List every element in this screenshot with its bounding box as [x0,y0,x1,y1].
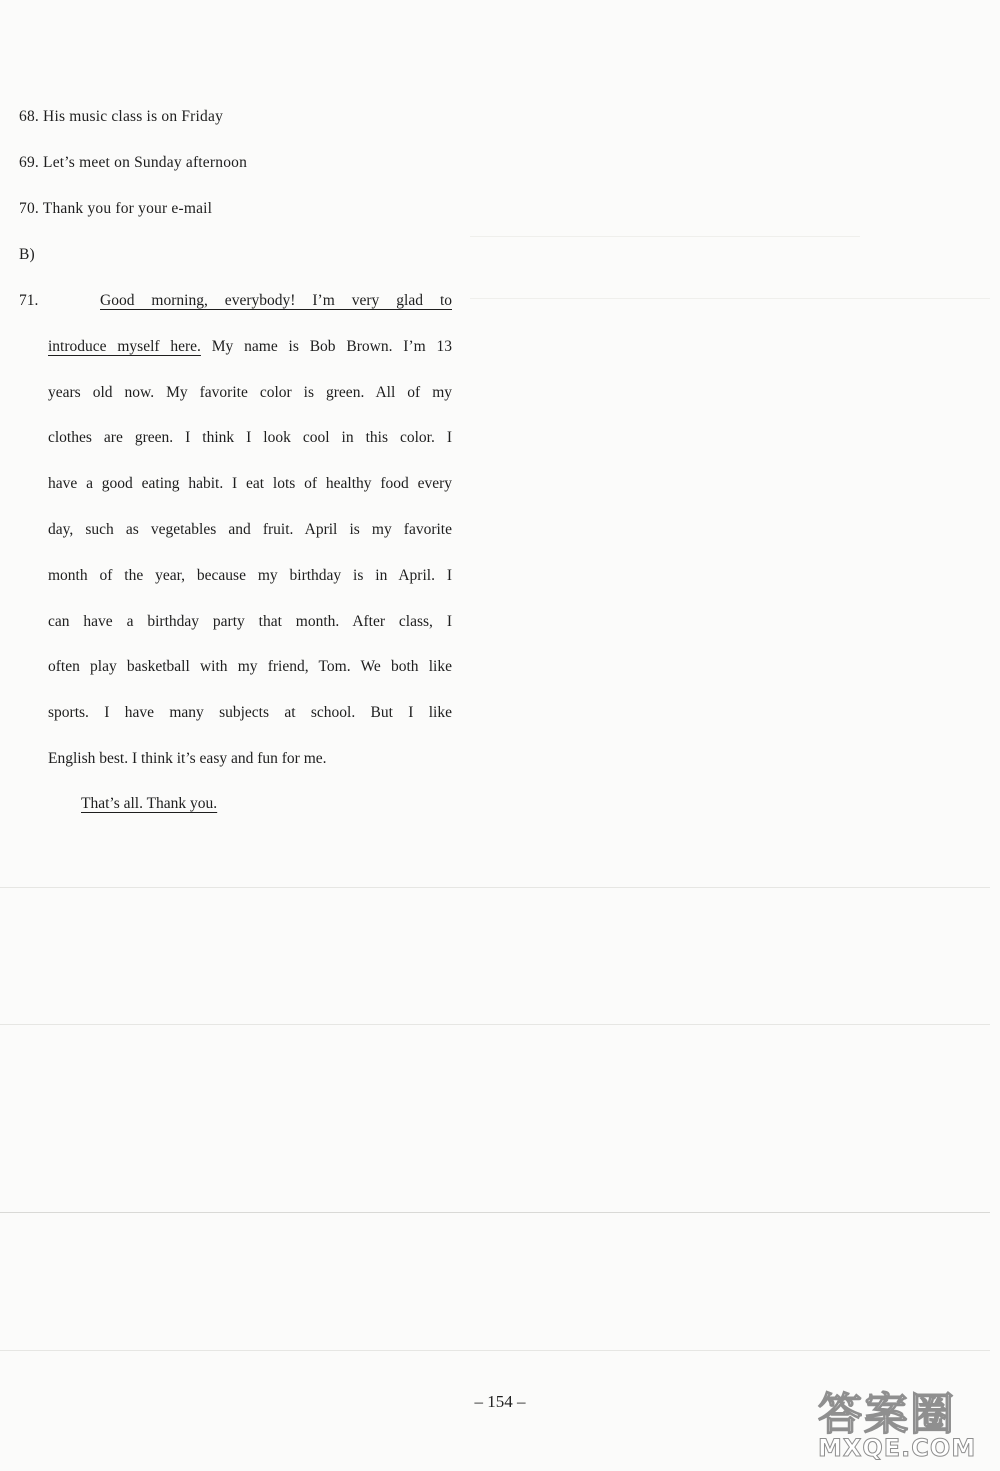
essay-line-8: can have a birthday party that month. After class, I [48,612,452,630]
faint-ruled-line [0,1350,990,1351]
faint-ruled-line [470,298,990,299]
page-number: – 154 – [474,1392,526,1411]
essay-line-5: have a good eating habit. I eat lots of healthy food every [48,475,452,493]
question-71-number: 71. [19,292,39,309]
essay-opening-underlined: Good morning, everybody! I’m very glad to [100,292,452,309]
faint-ruled-line [0,887,990,888]
essay-line-6: day, such as vegetables and fruit. April is my favorite [48,520,452,538]
essay-opening-underlined-end: introduce myself here. [48,337,201,355]
watermark-text: 答案圈 [818,1389,956,1440]
essay-line-9: often play basketball with my friend, Tom. We both like [48,658,452,676]
watermark-url: MXQE.COM [818,1434,977,1462]
faint-ruled-line [0,1212,990,1213]
answer-69: 69. Let’s meet on Sunday afternoon [19,154,248,171]
answer-68: 68. His music class is on Friday [19,108,224,125]
section-b-label: B) [19,246,35,263]
answer-70: 70. Thank you for your e-mail [19,200,213,217]
faint-ruled-line [0,1024,990,1025]
essay-line-2-rest: My name is Bob Brown. I’m 13 [200,337,452,355]
essay-line-1 [48,292,452,338]
essay-line-4: clothes are green. I think I look cool in this color. I [48,429,452,447]
essay-line-11: English best. I think it’s easy and fun for me. [48,749,327,767]
watermark-logo [818,1378,996,1468]
essay-paragraph [48,292,452,796]
faint-ruled-line [470,236,860,237]
essay-line-3: years old now. My favorite color is green. All of my [48,383,452,401]
essay-line-2 [48,338,452,384]
essay-line-10: sports. I have many subjects at school. But I like [48,704,452,722]
essay-line-7: month of the year, because my birthday is in April. I [48,566,452,584]
essay-closing: That’s all. Thank you. [81,795,218,812]
